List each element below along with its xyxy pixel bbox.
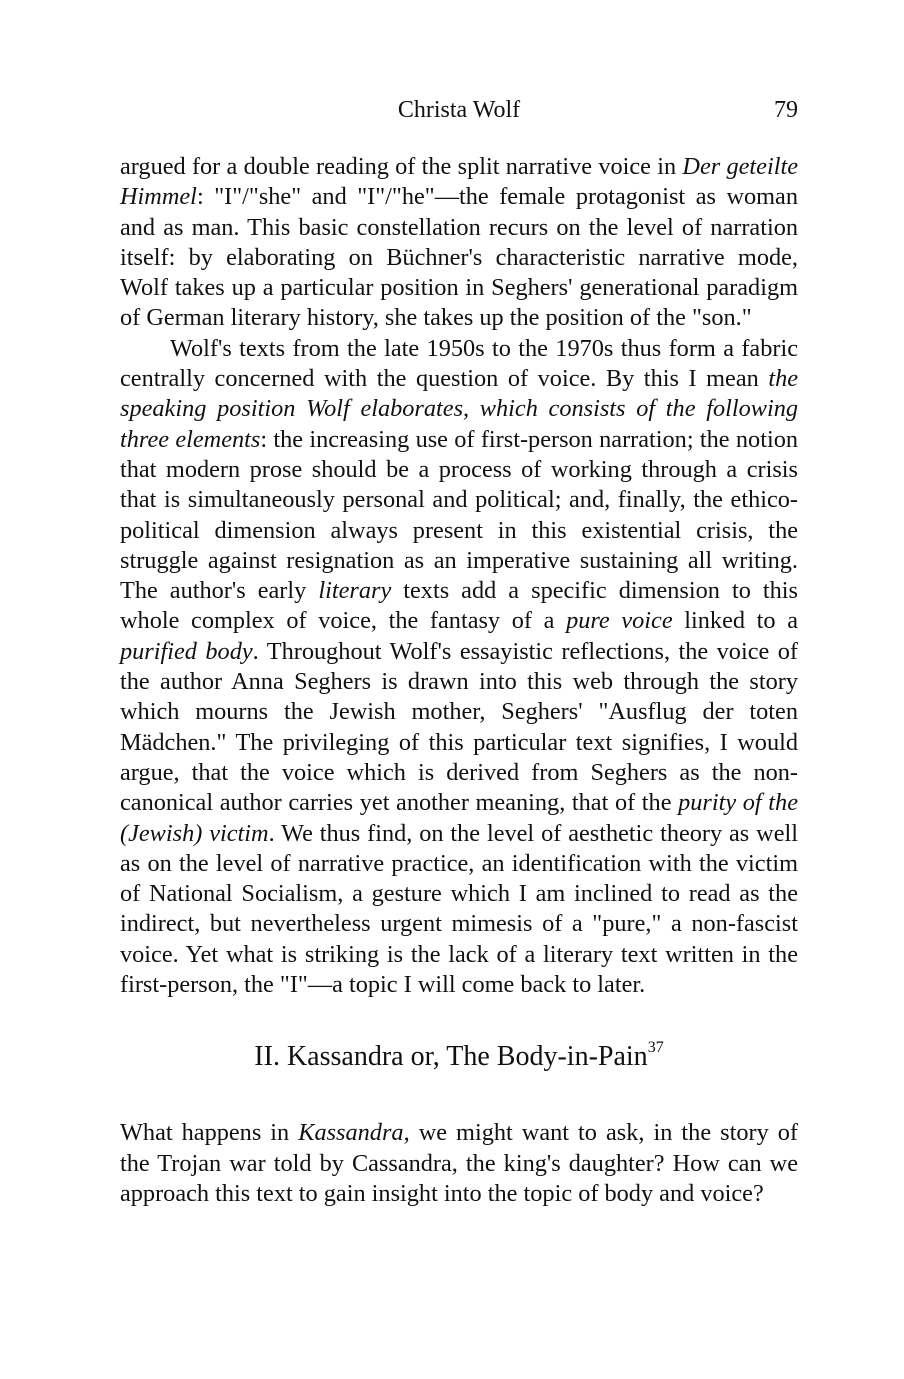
text-run: : the increasing use of first-person narration; the notion that modern prose should be a process of working through a crisis that is simultaneously personal and political; and, finally, the ethico-political dimension always present in this existential crisis, the struggle against resignation as an imperative sustaining all writing. The author's early bbox=[120, 425, 798, 605]
running-head-title: Christa Wolf bbox=[397, 97, 521, 123]
text-run: argued for a double reading of the split narrative voice in bbox=[120, 153, 683, 180]
book-page bbox=[120, 92, 798, 1209]
body-text bbox=[120, 152, 798, 1209]
italic-emphasis: the speaking position Wolf elaborates, which consists of the following three elements bbox=[120, 365, 798, 453]
text-run: What happens in bbox=[120, 1119, 299, 1147]
section-heading-text: II. Kassandra or, The Body-in-Pain bbox=[254, 1041, 648, 1073]
italic-emphasis: pure voice bbox=[566, 607, 673, 635]
italic-title: Kassandra bbox=[298, 1119, 404, 1147]
text-run: . Throughout Wolf's essayistic reflections, the voice of the author Anna Seghers is drawn into this web through the story which mourns the Jewish mother, Seghers' "Ausflug der toten Mädchen." The privileging of this particular text signifies, I would argue, that the voice which is derived from Seghers as the non-canonical author carries yet another meaning, that of the bbox=[120, 637, 798, 817]
paragraph bbox=[120, 1118, 798, 1209]
text-run: , we might want to ask, in the story of the Trojan war told by Cassandra, the king's daughter? How can we approach this text to gain insight into the topic of body and voice? bbox=[120, 1119, 799, 1207]
text-run: . We thus find, on the level of aesthetic theory as well as on the level of narrative practice, an identification with the victim of National Socialism, a gesture which I am inclined to read as the indirect, but nevertheless urgent mimesis of a "pure," a non-fascist voice. Yet what is striking is the lack of a literary text written in the first-person, the "I"—a topic I will come back to later. bbox=[120, 819, 798, 999]
paragraph bbox=[120, 334, 798, 1001]
section-heading bbox=[120, 1040, 798, 1074]
paragraph-continued bbox=[120, 152, 798, 334]
italic-title: Der geteilte Himmel bbox=[120, 153, 798, 211]
text-run: Wolf's texts from the late 1950s to the 1970s thus form a fabric centrally concerned with the question of voice. By this I mean bbox=[120, 334, 798, 393]
page-number: 79 bbox=[774, 97, 798, 123]
italic-emphasis: literary bbox=[318, 577, 392, 605]
text-run: linked to a bbox=[672, 607, 798, 635]
italic-emphasis: purified body bbox=[120, 637, 253, 665]
running-head bbox=[120, 92, 798, 128]
text-run: : "I"/"she" and "I"/"he"—the female protagonist as woman and as man. This basic constellation recurs on the level of narration itself: by elaborating on Büchner's characteristic narrative mode, Wolf takes up a particular position in Seghers' generational paradigm of German literary history, she takes up the position of the "son." bbox=[120, 183, 798, 332]
footnote-reference[interactable]: 37 bbox=[647, 1038, 664, 1056]
italic-emphasis: purity of the (Jewish) victim bbox=[120, 789, 798, 847]
text-run: texts add a specific dimension to this whole complex of voice, the fantasy of a bbox=[120, 577, 798, 635]
